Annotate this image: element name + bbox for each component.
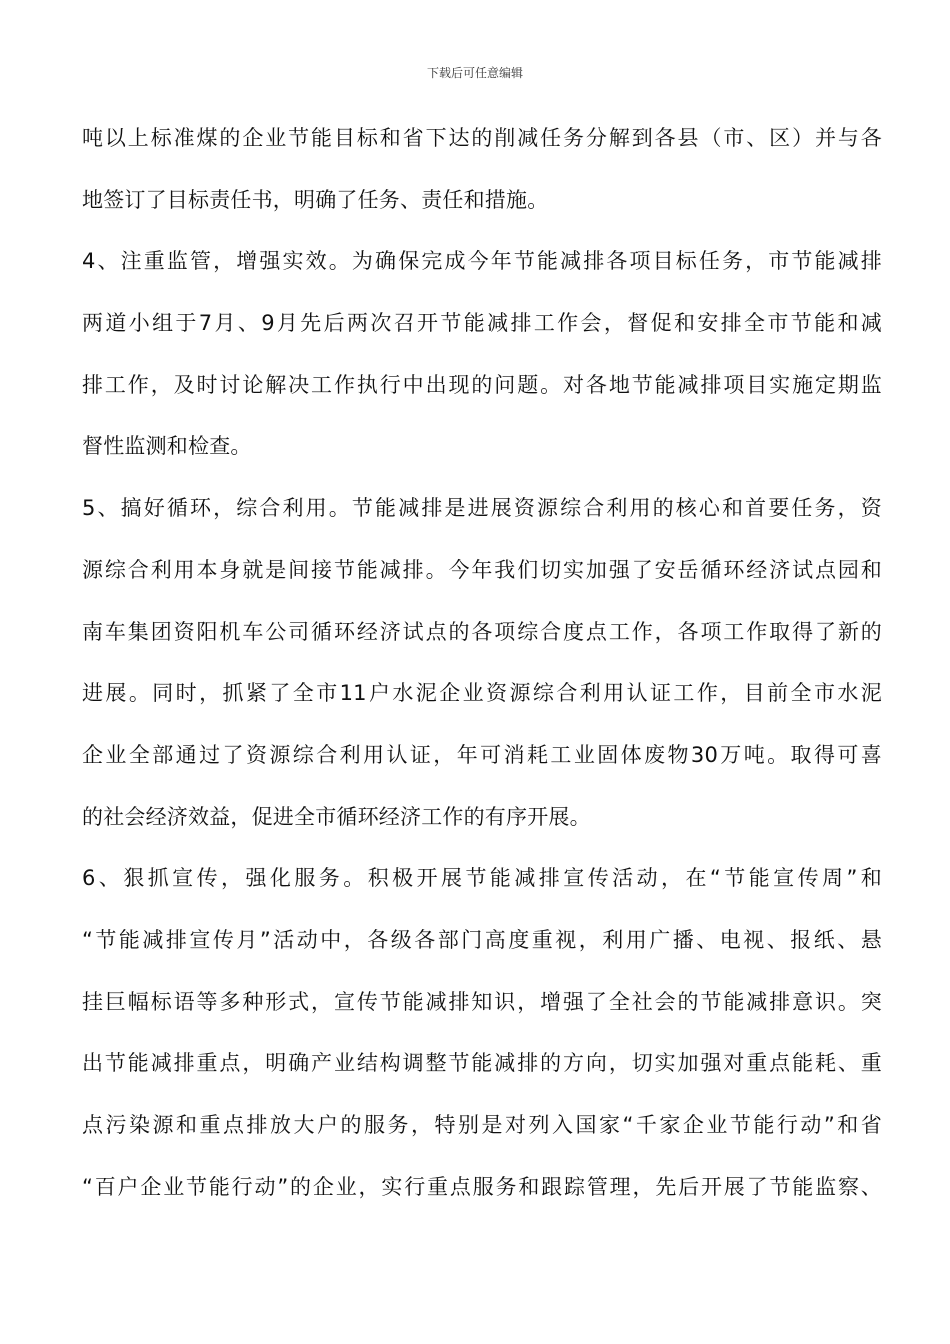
paragraph-line: 源综合利用本身就是间接节能减排。今年我们切实加强了安岳循环经济试点园和 [82,557,882,582]
document-body [82,113,882,1223]
paragraph-line: 进展。同时，抓紧了全市11户水泥企业资源综合利用认证工作，目前全市水泥 [82,681,882,706]
paragraph-line: 的社会经济效益，促进全市循环经济工作的有序开展。 [82,804,591,829]
paragraph-line: 点污染源和重点排放大户的服务，特别是对列入国家“千家企业节能行动”和省 [82,1113,882,1137]
paragraph-line: 挂巨幅标语等多种形式，宣传节能减排知识，增强了全社会的节能减排意识。突 [82,989,882,1014]
paragraph-line: “节能减排宣传月”活动中，各级各部门高度重视，利用广播、电视、报纸、悬 [82,927,882,952]
paragraph-line: 企业全部通过了资源综合利用认证，年可消耗工业固体废物30万吨。取得可喜 [82,742,882,767]
paragraph-line: 两道小组于7月、9月先后两次召开节能减排工作会，督促和安排全市节能和减 [82,311,882,336]
paragraph-line: 排工作，及时讨论解决工作执行中出现的问题。对各地节能减排项目实施定期监 [82,372,882,397]
paragraph-line: 督性监测和检查。 [82,434,252,459]
paragraph-line: 5、搞好循环，综合利用。节能减排是进展资源综合利用的核心和首要任务，资 [82,496,882,521]
paragraph-line: 6、狠抓宣传，强化服务。积极开展节能减排宣传活动，在“节能宣传周”和 [82,866,882,891]
paragraph-line: 地签订了目标责任书，明确了任务、责任和措施。 [82,187,549,212]
paragraph-line: 出节能减排重点，明确产业结构调整节能减排的方向，切实加强对重点能耗、重 [82,1051,882,1076]
paragraph-line: “百户企业节能行动”的企业，实行重点服务和跟踪管理，先后开展了节能监察、 [82,1174,882,1199]
paragraph-line: 4、注重监管，增强实效。为确保完成今年节能减排各项目标任务，市节能减排 [82,249,882,274]
paragraph-line: 吨以上标准煤的企业节能目标和省下达的削减任务分解到各县（市、区）并与各 [82,126,882,150]
page-header: 下载后可任意编辑 [426,66,523,80]
paragraph-line: 南车集团资阳机车公司循环经济试点的各项综合度点工作，各项工作取得了新的 [82,619,882,644]
